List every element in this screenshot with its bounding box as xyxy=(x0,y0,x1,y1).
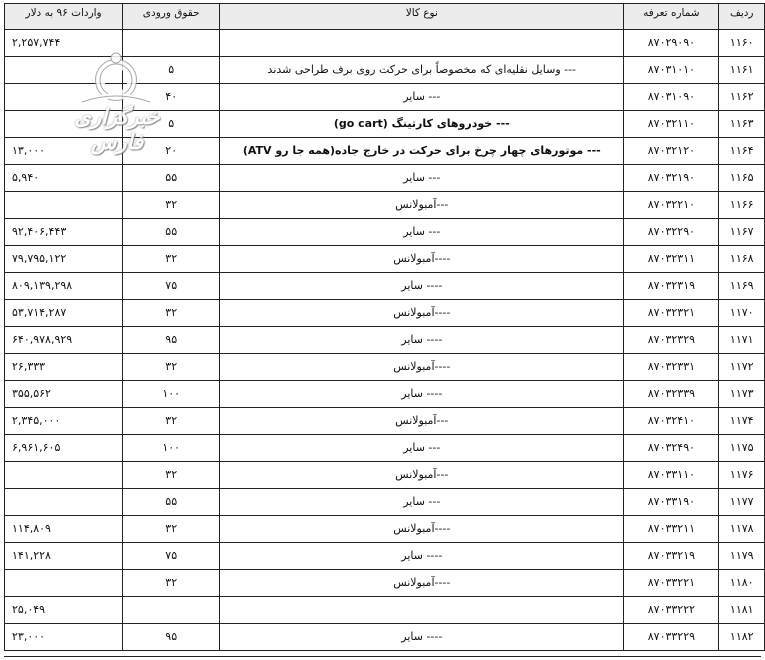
table-row xyxy=(5,624,765,651)
cell-tariff-code: ۸۷۰۳۳۲۲۹ xyxy=(624,624,719,651)
cell-goods-description xyxy=(220,597,624,624)
header-imports-96-usd: واردات ۹۶ به دلار xyxy=(5,4,123,30)
cell-row-number: ۱۱۶۵ xyxy=(719,165,765,192)
table-row xyxy=(5,354,765,381)
cell-goods-description: ---آمبولانس xyxy=(220,462,624,489)
cell-row-number: ۱۱۶۳ xyxy=(719,111,765,138)
header-row-number: ردیف xyxy=(719,4,765,30)
header-import-duty: حقوق ورودی xyxy=(123,4,220,30)
watermark-text: خبرگزاری فارس xyxy=(74,104,160,154)
cell-tariff-code: ۸۷۰۳۲۲۹۰ xyxy=(624,219,719,246)
cell-tariff-code: ۸۷۰۳۲۱۲۰ xyxy=(624,138,719,165)
cell-row-number: ۱۱۸۰ xyxy=(719,570,765,597)
cell-goods-description xyxy=(220,30,624,57)
cell-import-duty: ۳۲ xyxy=(123,570,220,597)
cell-row-number: ۱۱۷۱ xyxy=(719,327,765,354)
cell-import-duty: ۲۰ xyxy=(123,138,220,165)
cell-import-duty: ۷۵ xyxy=(123,273,220,300)
cell-tariff-code: ۸۷۰۳۲۱۹۰ xyxy=(624,165,719,192)
cell-import-duty: ۹۵ xyxy=(123,327,220,354)
table-row xyxy=(5,30,765,57)
cell-imports-usd xyxy=(5,111,123,138)
cell-goods-description: ---- سایر xyxy=(220,381,624,408)
cell-row-number: ۱۱۷۷ xyxy=(719,489,765,516)
cell-row-number: ۱۱۷۴ xyxy=(719,408,765,435)
cell-import-duty xyxy=(123,30,220,57)
cell-import-duty: ۳۲ xyxy=(123,246,220,273)
cell-import-duty: ۳۲ xyxy=(123,354,220,381)
table-row xyxy=(5,138,765,165)
cell-import-duty: ۳۲ xyxy=(123,192,220,219)
cell-row-number: ۱۱۷۲ xyxy=(719,354,765,381)
cell-imports-usd: ۸۰۹,۱۳۹,۲۹۸ xyxy=(5,273,123,300)
cell-tariff-code: ۸۷۰۳۲۳۲۹ xyxy=(624,327,719,354)
cell-imports-usd: ۲,۳۴۵,۰۰۰ xyxy=(5,408,123,435)
table-row xyxy=(5,435,765,462)
table-header-row xyxy=(5,4,765,30)
cell-goods-description: --- سایر xyxy=(220,489,624,516)
cell-tariff-code: ۸۷۰۳۲۴۱۰ xyxy=(624,408,719,435)
table-row xyxy=(5,57,765,84)
cell-import-duty: ۹۵ xyxy=(123,624,220,651)
cell-imports-usd xyxy=(5,192,123,219)
cell-row-number: ۱۱۷۶ xyxy=(719,462,765,489)
cell-row-number: ۱۱۷۳ xyxy=(719,381,765,408)
cell-goods-description: ---- سایر xyxy=(220,327,624,354)
table-row xyxy=(5,462,765,489)
table-row xyxy=(5,300,765,327)
table-row xyxy=(5,111,765,138)
cell-goods-description: ---- سایر xyxy=(220,624,624,651)
cell-row-number: ۱۱۶۸ xyxy=(719,246,765,273)
cell-goods-description: ----آمبولانس xyxy=(220,570,624,597)
table-row xyxy=(5,246,765,273)
cell-tariff-code: ۸۷۰۳۲۳۲۱ xyxy=(624,300,719,327)
cell-goods-description: ---- سایر xyxy=(220,543,624,570)
cell-row-number: ۱۱۶۲ xyxy=(719,84,765,111)
cell-import-duty: ۳۲ xyxy=(123,300,220,327)
cell-goods-description: ---آمبولانس xyxy=(220,408,624,435)
cell-row-number: ۱۱۸۱ xyxy=(719,597,765,624)
cell-row-number: ۱۱۶۹ xyxy=(719,273,765,300)
cell-import-duty: ۳۲ xyxy=(123,408,220,435)
cell-tariff-code: ۸۷۰۳۱۰۹۰ xyxy=(624,84,719,111)
cell-row-number: ۱۱۸۲ xyxy=(719,624,765,651)
table-row xyxy=(5,84,765,111)
cell-import-duty: ۵ xyxy=(123,57,220,84)
cell-import-duty: ۵۵ xyxy=(123,489,220,516)
cell-imports-usd: ۱۱۴,۸۰۹ xyxy=(5,516,123,543)
cell-tariff-code: ۸۷۰۳۳۲۱۱ xyxy=(624,516,719,543)
table-row xyxy=(5,570,765,597)
cell-tariff-code: ۸۷۰۳۲۳۳۱ xyxy=(624,354,719,381)
table-row xyxy=(5,192,765,219)
table-row xyxy=(5,219,765,246)
table-row xyxy=(5,489,765,516)
table-bottom-border xyxy=(4,656,761,660)
cell-tariff-code: ۸۷۰۳۳۱۱۰ xyxy=(624,462,719,489)
cell-row-number: ۱۱۷۹ xyxy=(719,543,765,570)
cell-row-number: ۱۱۶۰ xyxy=(719,30,765,57)
cell-row-number: ۱۱۷۸ xyxy=(719,516,765,543)
cell-imports-usd: ۲۶,۳۳۳ xyxy=(5,354,123,381)
cell-imports-usd: ۲۵,۰۴۹ xyxy=(5,597,123,624)
cell-row-number: ۱۱۷۰ xyxy=(719,300,765,327)
table-row xyxy=(5,516,765,543)
cell-imports-usd: ۶,۹۶۱,۶۰۵ xyxy=(5,435,123,462)
cell-tariff-code: ۸۷۰۳۲۳۱۱ xyxy=(624,246,719,273)
cell-row-number: ۱۱۶۴ xyxy=(719,138,765,165)
cell-imports-usd xyxy=(5,489,123,516)
cell-tariff-code: ۸۷۰۳۳۱۹۰ xyxy=(624,489,719,516)
table-body xyxy=(5,30,765,651)
cell-goods-description: --- سایر xyxy=(220,219,624,246)
cell-goods-description: ----آمبولانس xyxy=(220,354,624,381)
cell-goods-description: ---- سایر xyxy=(220,273,624,300)
cell-import-duty: ۵۵ xyxy=(123,219,220,246)
cell-import-duty: ۵۵ xyxy=(123,165,220,192)
cell-tariff-code: ۸۷۰۳۲۱۱۰ xyxy=(624,111,719,138)
table-row xyxy=(5,381,765,408)
cell-imports-usd: ۵,۹۴۰ xyxy=(5,165,123,192)
cell-tariff-code: ۸۷۰۳۳۲۲۱ xyxy=(624,570,719,597)
cell-imports-usd: ۱۳,۰۰۰ xyxy=(5,138,123,165)
cell-tariff-code: ۸۷۰۳۳۲۱۹ xyxy=(624,543,719,570)
cell-tariff-code: ۸۷۰۳۲۳۳۹ xyxy=(624,381,719,408)
cell-import-duty: ۳۲ xyxy=(123,462,220,489)
cell-goods-description: --- سایر xyxy=(220,165,624,192)
cell-goods-description: --- سایر xyxy=(220,84,624,111)
cell-imports-usd: ۲,۲۵۷,۷۴۴ xyxy=(5,30,123,57)
tariff-table xyxy=(4,3,765,651)
cell-imports-usd xyxy=(5,462,123,489)
cell-row-number: ۱۱۶۶ xyxy=(719,192,765,219)
cell-goods-description: ----آمبولانس xyxy=(220,516,624,543)
cell-goods-description: --- سایر xyxy=(220,435,624,462)
cell-tariff-code: ۸۷۰۲۹۰۹۰ xyxy=(624,30,719,57)
cell-goods-description: ---آمبولانس xyxy=(220,192,624,219)
cell-goods-description: ----آمبولانس xyxy=(220,300,624,327)
cell-imports-usd: ۶۴۰,۹۷۸,۹۲۹ xyxy=(5,327,123,354)
cell-tariff-code: ۸۷۰۳۳۲۲۲ xyxy=(624,597,719,624)
cell-imports-usd: ۹۲,۴۰۶,۴۴۳ xyxy=(5,219,123,246)
cell-imports-usd: ۱۴۱,۲۲۸ xyxy=(5,543,123,570)
cell-row-number: ۱۱۶۷ xyxy=(719,219,765,246)
cell-import-duty: ۷۵ xyxy=(123,543,220,570)
table-row xyxy=(5,273,765,300)
cell-imports-usd xyxy=(5,570,123,597)
table-row xyxy=(5,327,765,354)
cell-tariff-code: ۸۷۰۳۲۳۱۹ xyxy=(624,273,719,300)
cell-import-duty: ۱۰۰ xyxy=(123,435,220,462)
header-goods-type: نوع کالا xyxy=(220,4,624,30)
cell-imports-usd: ۵۳,۷۱۴,۲۸۷ xyxy=(5,300,123,327)
cell-import-duty: ۳۲ xyxy=(123,516,220,543)
cell-imports-usd xyxy=(5,84,123,111)
header-tariff-code: شماره تعرفه xyxy=(624,4,719,30)
cell-import-duty xyxy=(123,597,220,624)
cell-import-duty: ۱۰۰ xyxy=(123,381,220,408)
table-row xyxy=(5,597,765,624)
cell-imports-usd: ۳۵۵,۵۶۲ xyxy=(5,381,123,408)
cell-row-number: ۱۱۷۵ xyxy=(719,435,765,462)
cell-goods-description: --- موتورهای چهار چرخ برای حرکت در خارج جاده(همه جا رو ATV) xyxy=(220,138,624,165)
cell-tariff-code: ۸۷۰۳۲۴۹۰ xyxy=(624,435,719,462)
cell-tariff-code: ۸۷۰۳۲۲۱۰ xyxy=(624,192,719,219)
cell-goods-description: ----آمبولانس xyxy=(220,246,624,273)
cell-import-duty: ۴۰ xyxy=(123,84,220,111)
cell-goods-description: --- خودروهای کارتینگ (go cart) xyxy=(220,111,624,138)
table-row xyxy=(5,543,765,570)
cell-row-number: ۱۱۶۱ xyxy=(719,57,765,84)
cell-tariff-code: ۸۷۰۳۱۰۱۰ xyxy=(624,57,719,84)
table-row xyxy=(5,165,765,192)
cell-imports-usd: ۲۳,۰۰۰ xyxy=(5,624,123,651)
cell-imports-usd: ۷۹,۷۹۵,۱۲۲ xyxy=(5,246,123,273)
table-row xyxy=(5,408,765,435)
cell-imports-usd xyxy=(5,57,123,84)
cell-import-duty: ۵ xyxy=(123,111,220,138)
cell-goods-description: --- وسایل نقلیه‌ای که مخصوصاً برای حرکت روی برف طراحی شدند xyxy=(220,57,624,84)
